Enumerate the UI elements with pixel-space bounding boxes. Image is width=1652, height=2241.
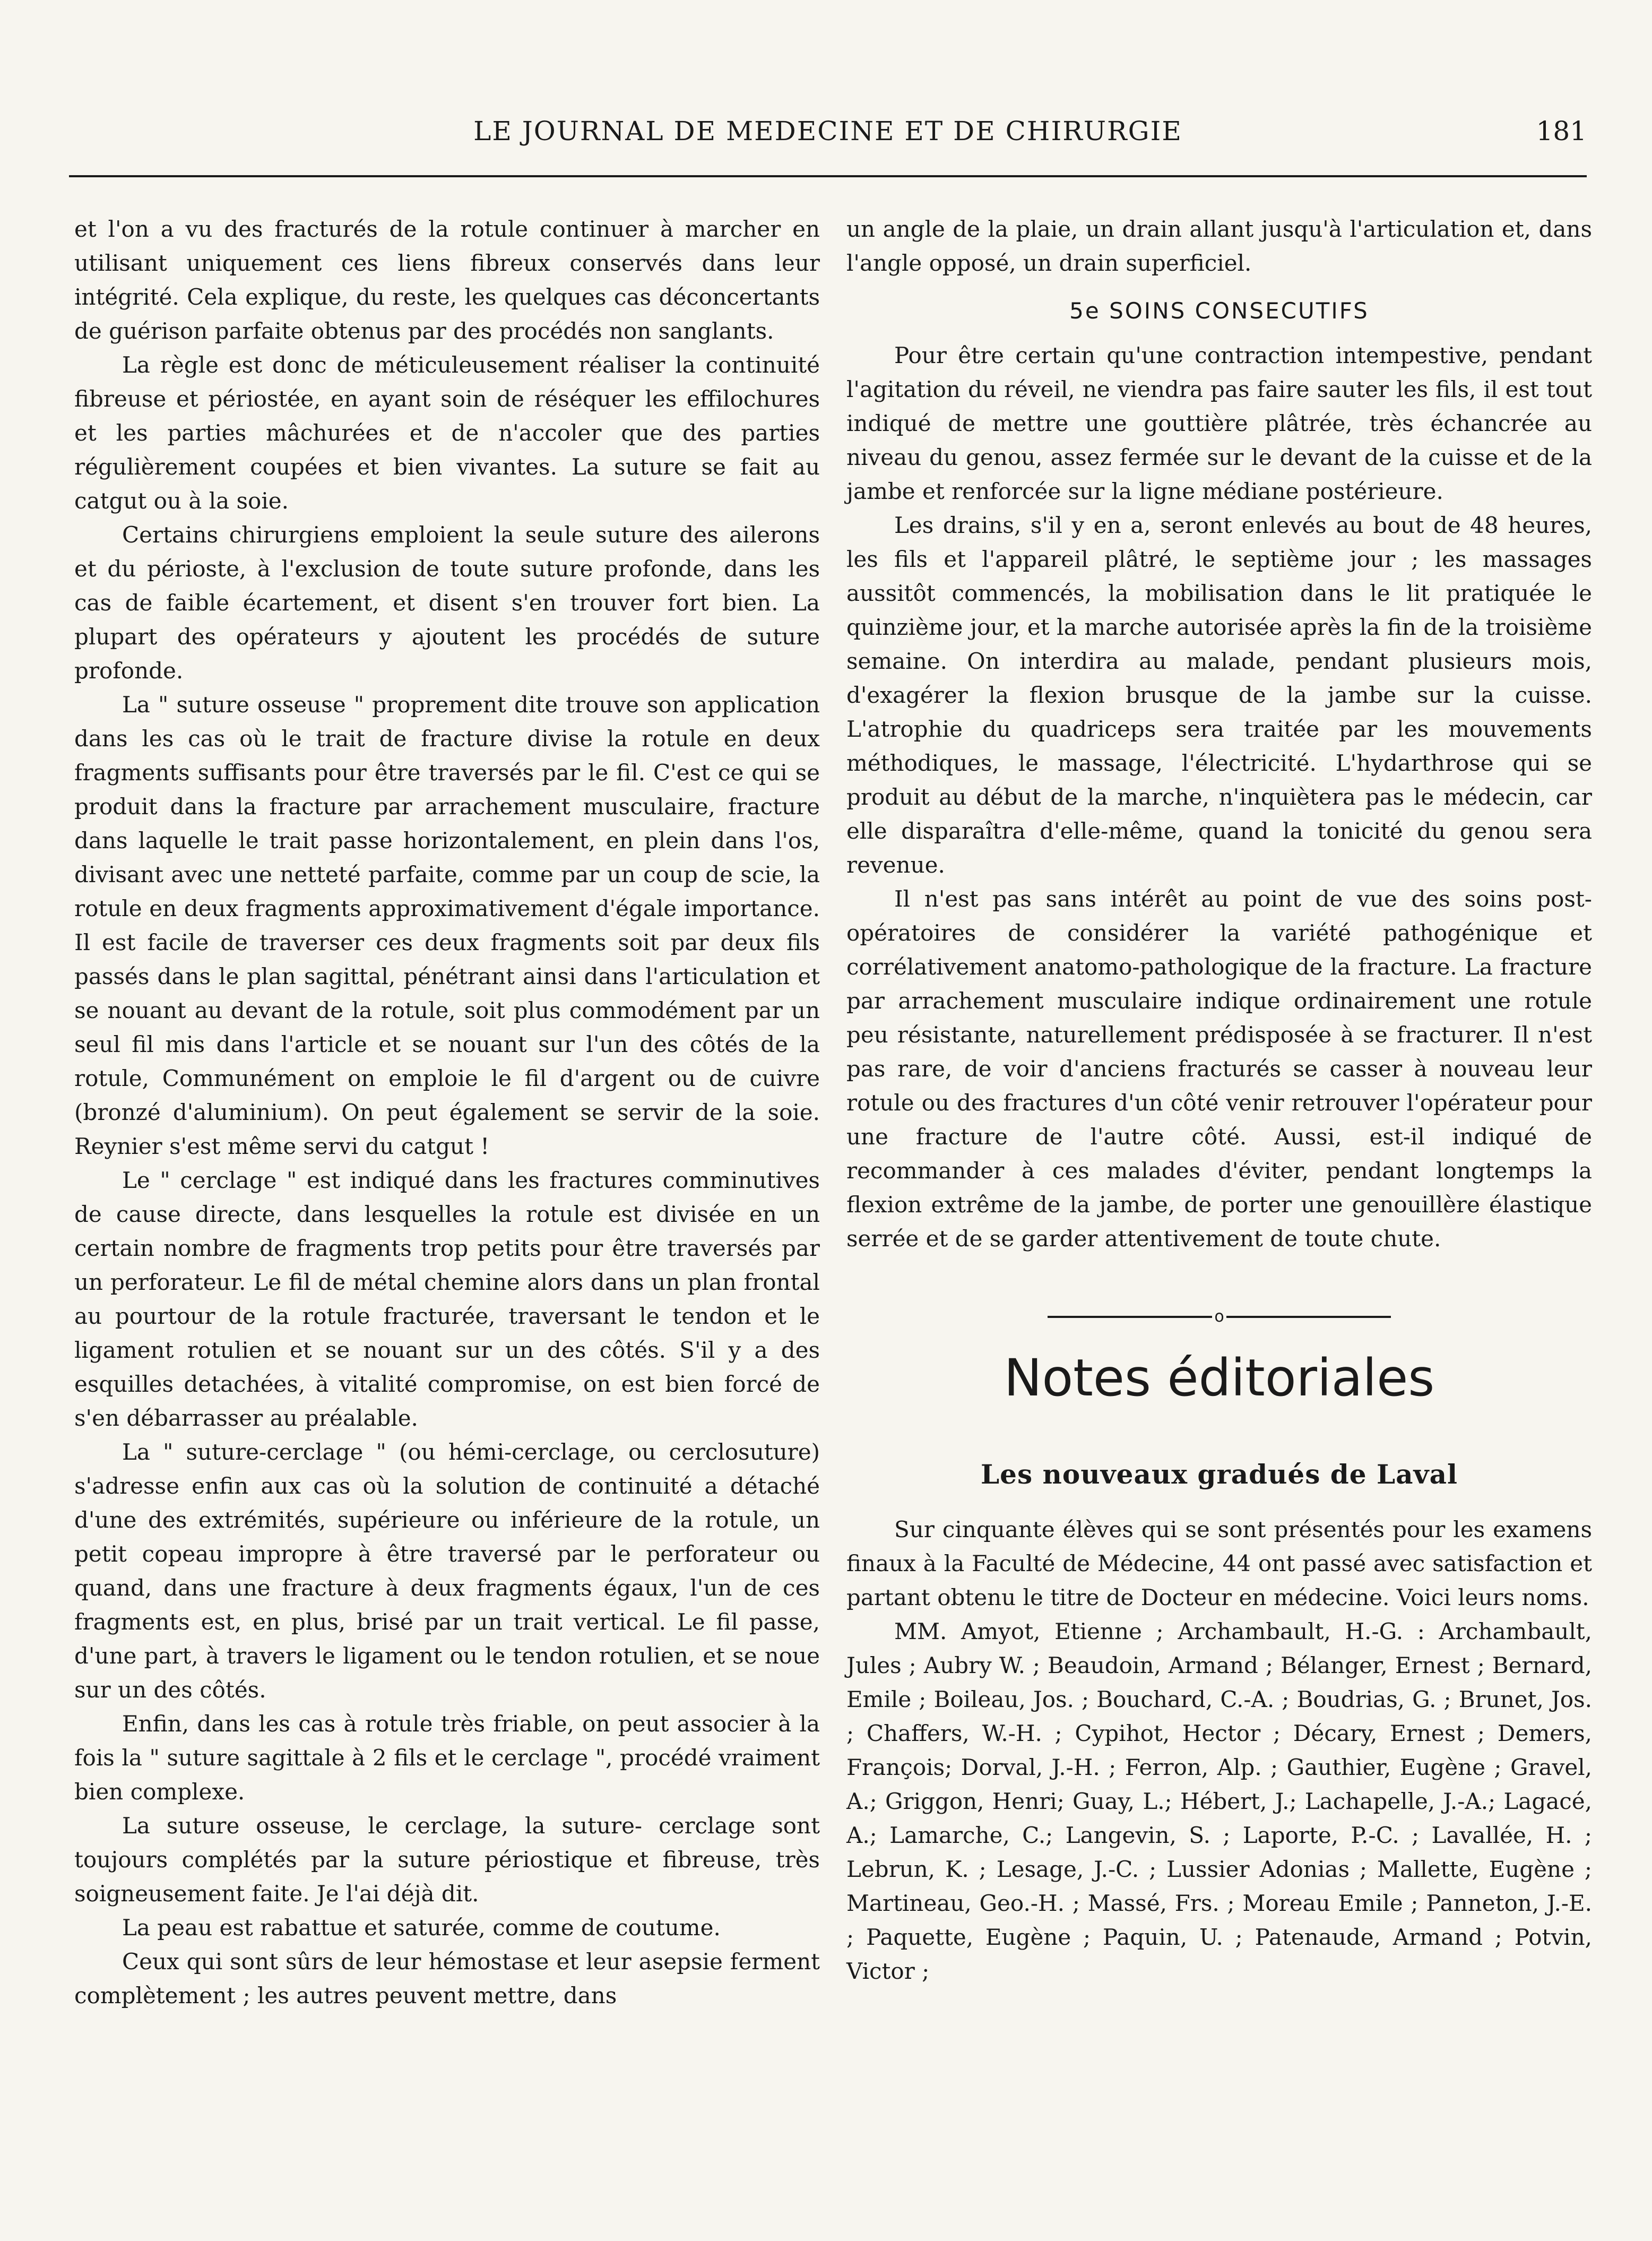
sub-heading: Les nouveaux gradués de Laval [981, 1459, 1458, 1490]
paragraph: La " suture osseuse " proprement dite trouve son application dans les cas où le trait de fracture divise la rotule en deux fragments suffisants pour être traversés par le fil. C'est ce qui se produit dans la fracture par arrachement musculaire, fracture dans laquelle le trait passe horizontalement, en plein dans l'os, divisant avec une netteté parfaite, comme par un coup de scie, la rotule en deux fragments approximativement d'égale importance. Il est facile de traverser ces deux fragments soit par deux fils passés dans le plan sagittal, pénétrant ainsi dans l'articulation et se nouant au devant de la rotule, soit plus commodément par un seul fil mis dans l'article et se nouant sur l'un des côtés de la rotule, Communément on emploie le fil d'argent ou de cuivre (bronzé d'aluminium). On peut également se servir de la soie. Reynier s'est même servi du catgut ! [74, 692, 820, 1159]
paragraph: La peau est rabattue et saturée, comme de coutume. [122, 1915, 721, 1941]
running-title: LE JOURNAL DE MEDECINE ET DE CHIRURGIE [473, 116, 1182, 146]
paragraph: Certains chirurgiens emploient la seule suture des ailerons et du périoste, à l'exclusion de toute suture profonde, dans les cas de faible écartement, et disent s'en trouver fort bien. La plupart des opérateurs y ajoutent les procédés de suture profonde. [74, 522, 820, 684]
divider-line [1048, 1316, 1212, 1318]
header-rule [69, 175, 1587, 177]
paragraph: Sur cinquante élèves qui se sont présentés pour les examens finaux à la Faculté de Médecine, 44 ont passé avec satisfaction et partant obtenu le titre de Docteur en médecine. Voici leurs noms. [846, 1516, 1592, 1610]
page-number: 181 [1536, 116, 1587, 146]
divider-ornament: o [1214, 1307, 1224, 1326]
divider-line [1226, 1316, 1391, 1318]
paragraph: Il n'est pas sans intérêt au point de vue des soins post-opératoires de considérer la variété pathogénique et corrélativement anatomo-pathologique de la fracture. La fracture par arrachement musculaire indique ordinairement une rotule peu résistante, naturellement prédisposée à se fracturer. Il n'est pas rare, de voir d'anciens fracturés se casser à nouveau leur rotule ou des fractures d'un côté venir retrouver l'opérateur pour une fracture de l'autre côté. Aussi, est-il indiqué de recommander à ces malades d'éviter, pendant longtemps la flexion extrême de la jambe, de porter une genouillère élastique serrée et de se garder attentivement de toute chute. [846, 886, 1592, 1252]
paragraph: Ceux qui sont sûrs de leur hémostase et leur asepsie ferment complètement ; les autres peuvent mettre, dans [74, 1949, 820, 2009]
paragraph: Le " cerclage " est indiqué dans les fractures comminutives de cause directe, dans lesquelles la rotule est divisée en un certain nombre de fragments trop petits pour être traversés par un perforateur. Le fil de métal chemine alors dans un plan frontal au pourtour de la rotule fracturée, traversant le tendon et le ligament rotulien et se nouant sur un des côtés. S'il y a des esquilles detachées, à vitalité compromise, on est bien forcé de s'en débarrasser au préalable. [74, 1167, 820, 1431]
section-divider [846, 1298, 1592, 1326]
graduates-list: MM. Amyot, Etienne ; Archambault, H.-G. : Archambault, Jules ; Aubry W. ; Beaudoin, Armand ; Bélanger, Ernest ; Bernard, Emile ; Boileau, Jos. ; Bouchard, C.-A. ; Boudrias, G. ; Brunet, Jos. ; Chaffers, W.-H. ; Cypihot, Hector ; Décary, Ernest ; Demers, François; Dorval, J.-H. ; Ferron, Alp. ; Gauthier, Eugène ; Gravel, A.; Griggon, Henri; Guay, L.; Hébert, J.; Lachapelle, J.-A.; Lagacé, A.; Lamarche, C.; Langevin, S. ; Laporte, P.-C. ; Lavallée, H. ; Lebrun, K. ; Lesage, J.-C. ; Lussier Adonias ; Mallette, Eugène ; Martineau, Geo.-H. ; Massé, Frs. ; Moreau Emile ; Panneton, J.-E. ; Paquette, Eugène ; Paquin, U. ; Patenaude, Armand ; Potvin, Victor ; [846, 1618, 1592, 1984]
section-heading: 5e SOINS CONSECUTIFS [1069, 298, 1369, 324]
paragraph: et l'on a vu des fracturés de la rotule continuer à marcher en utilisant uniquement ces liens fibreux conservés dans leur intégrité. Cela explique, du reste, les quelques cas déconcertants de guérison parfaite obtenus par des procédés non sanglants. [74, 216, 820, 344]
paragraph: La " suture-cerclage " (ou hémi-cerclage, ou cerclosuture) s'adresse enfin aux cas où la solution de continuité a détaché d'une des extrémités, supérieure ou inférieure de la rotule, un petit copeau impropre à être traversé par le perforateur ou quand, dans une fracture à deux fragments égaux, l'un de ces fragments est, en plus, brisé par un trait vertical. Le fil passe, d'une part, à travers le ligament ou le tendon rotulien, et se noue sur un des côtés. [74, 1439, 820, 1703]
paragraph: un angle de la plaie, un drain allant jusqu'à l'articulation et, dans l'angle opposé, un drain superficiel. [846, 216, 1592, 276]
paragraph: Enfin, dans les cas à rotule très friable, on peut associer à la fois la " suture sagittale à 2 fils et le cerclage ", procédé vraiment bien complexe. [74, 1711, 820, 1805]
right-column [846, 212, 1592, 1988]
page-header [69, 116, 1587, 163]
paragraph: La règle est donc de méticuleusement réaliser la continuité fibreuse et périostée, en ayant soin de réséquer les effilochures et les parties mâchurées et de n'accoler que des parties régulièrement coupées et bien vivantes. La suture se fait au catgut ou à la soie. [74, 352, 820, 514]
paragraph: Pour être certain qu'une contraction intempestive, pendant l'agitation du réveil, ne viendra pas faire sauter les fils, il est tout indiqué de mettre une gouttière plâtrée, très échancrée au niveau du genou, assez fermée sur le devant de la cuisse et de la jambe et renforcée sur la ligne médiane postérieure. [846, 342, 1592, 504]
paragraph: Les drains, s'il y en a, seront enlevés au bout de 48 heures, les fils et l'appareil plâtré, le septième jour ; les massages aussitôt commencés, la mobilisation dans le lit pratiquée le quinzième jour, et la marche autorisée après la fin de la troisième semaine. On interdira au malade, pendant plusieurs mois, d'exagérer la flexion brusque de la jambe sur la cuisse. L'atrophie du quadriceps sera traitée par les mouvements méthodiques, le massage, l'électricité. L'hydarthrose qui se produit au début de la marche, n'inquiètera pas le médecin, car elle disparaîtra d'elle-même, quand la tonicité du genou sera revenue. [846, 512, 1592, 878]
paragraph: La suture osseuse, le cerclage, la suture- cerclage sont toujours complétés par la suture périostique et fibreuse, très soigneusement faite. Je l'ai déjà dit. [74, 1813, 820, 1907]
left-column [74, 212, 820, 2013]
notes-title: Notes éditoriales [1004, 1348, 1435, 1408]
